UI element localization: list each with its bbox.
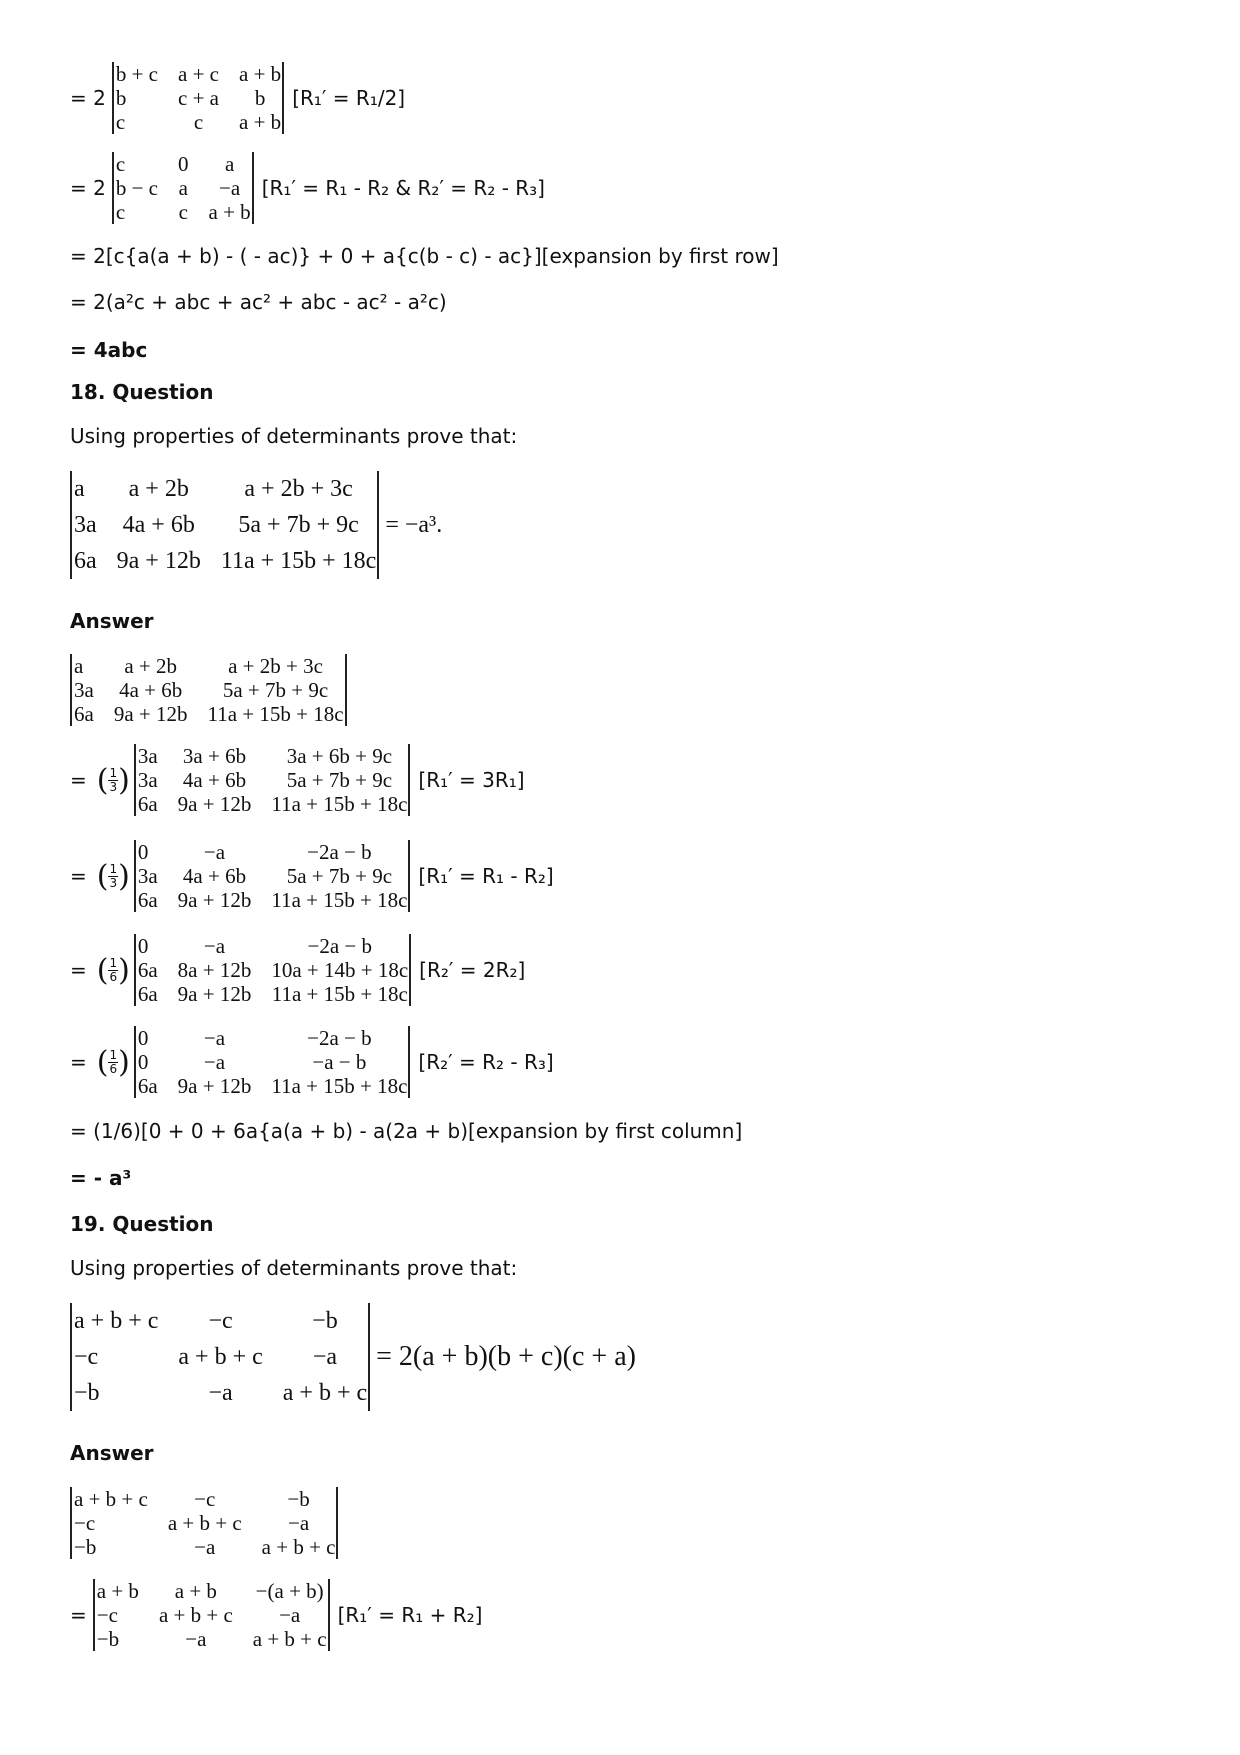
matrix-cell: −(a + b) <box>255 1579 324 1603</box>
matrix-row <box>113 176 253 200</box>
matrix-row <box>71 1511 337 1535</box>
paren-left: ( <box>96 1044 109 1080</box>
content-block <box>70 1579 482 1651</box>
matrix-row <box>113 200 253 224</box>
matrix-cell: 3a <box>137 744 158 768</box>
fraction <box>108 1049 118 1076</box>
fraction-coefficient <box>97 953 130 988</box>
determinant-matrix <box>70 471 379 579</box>
equation-row <box>70 1026 554 1098</box>
content-block <box>70 1026 554 1098</box>
content-block <box>70 934 525 1006</box>
matrix-row <box>135 744 410 768</box>
row-operation-note: [R₁′ = 3R₁] <box>418 768 525 792</box>
matrix-cell: 9a + 12b <box>177 982 252 1006</box>
row-operation-note: [R₁′ = R₁ - R₂] <box>418 864 554 888</box>
matrix-cell: 9a + 12b <box>177 792 252 816</box>
fraction-coefficient <box>97 763 130 798</box>
matrix-cell: −b <box>96 1627 120 1651</box>
matrix-cell: a + 2b <box>124 654 177 678</box>
matrix-cell: a + b <box>174 1579 217 1603</box>
matrix-cell: −b <box>312 1308 338 1334</box>
matrix-cell: c <box>178 200 188 224</box>
matrix-cell: b <box>254 86 266 110</box>
matrix-row <box>94 1579 329 1603</box>
row-operation-note: [R₂′ = 2R₂] <box>419 958 526 982</box>
matrix-cell: 11a + 15b + 18c <box>207 702 344 726</box>
matrix-row <box>113 152 253 176</box>
content-block <box>70 744 525 816</box>
matrix-cell: 5a + 7b + 9c <box>286 768 393 792</box>
matrix-cell: 0 <box>137 934 149 958</box>
matrix-cell: −c <box>74 1511 96 1535</box>
matrix-cell: −a <box>312 1344 338 1370</box>
matrix-cell: 4a + 6b <box>182 864 247 888</box>
matrix-row <box>135 840 410 864</box>
question-heading: 19. Question <box>70 1212 214 1236</box>
equation-prefix: = <box>70 958 87 982</box>
determinant-matrix <box>134 934 411 1006</box>
determinant-matrix <box>93 1579 330 1651</box>
paren-right: ) <box>118 762 130 798</box>
equation-row <box>70 654 347 726</box>
matrix-cell: 4a + 6b <box>182 768 247 792</box>
matrix-row <box>71 1339 369 1375</box>
matrix-cell: b − c <box>115 176 159 200</box>
matrix-row <box>135 768 410 792</box>
matrix-cell: −a <box>287 1511 310 1535</box>
matrix-cell: a <box>178 176 188 200</box>
matrix-row <box>71 1487 337 1511</box>
text-line: = (1/6)[0 + 0 + 6a{a(a + b) - a(2a + b)[expansion by first column] <box>70 1119 743 1143</box>
content-block <box>70 1119 742 1143</box>
matrix-row <box>71 1303 369 1339</box>
matrix-cell: −c <box>194 1487 216 1511</box>
matrix-cell: −c <box>74 1344 99 1370</box>
equation-row <box>70 62 405 134</box>
matrix-cell: −a <box>208 1380 233 1406</box>
text-line: = 2(a²c + abc + ac² + abc - ac² - a²c) <box>70 290 447 314</box>
content-block <box>70 654 347 726</box>
matrix-cell: −a <box>203 1026 226 1050</box>
content-block <box>70 1487 338 1559</box>
matrix-cell: a + b + c <box>261 1535 336 1559</box>
matrix-cell: 4a + 6b <box>119 678 183 702</box>
equation-row <box>70 1303 636 1411</box>
determinant-matrix <box>134 1026 411 1098</box>
matrix-cell: −a <box>194 1535 216 1559</box>
denominator: 3 <box>109 875 118 890</box>
matrix-cell: −2a − b <box>307 934 373 958</box>
content-block <box>70 609 154 633</box>
equation-prefix: = <box>70 768 87 792</box>
matrix-cell: a <box>74 476 85 502</box>
matrix-cell: a + c <box>178 62 220 86</box>
matrix-cell: c <box>115 152 126 176</box>
matrix-row <box>113 86 283 110</box>
text-line: = 2[c{a(a + b) - ( - ac)} + 0 + a{c(b - c) - ac}][expansion by first row] <box>70 244 779 268</box>
determinant-matrix <box>112 152 254 224</box>
matrix-row <box>135 958 410 982</box>
matrix-row <box>71 543 378 579</box>
matrix-row <box>113 110 283 134</box>
matrix-cell: −c <box>208 1308 233 1334</box>
content-block <box>70 840 554 912</box>
row-operation-note: [R₁′ = R₁ - R₂ & R₂′ = R₂ - R₃] <box>261 176 545 200</box>
matrix-cell: 9a + 12b <box>177 1074 252 1098</box>
matrix-row <box>135 864 410 888</box>
equation-row <box>70 934 525 1006</box>
matrix-row <box>71 471 378 507</box>
numerator: 1 <box>109 1047 118 1062</box>
matrix-cell: 8a + 12b <box>177 958 252 982</box>
matrix-cell: 0 <box>178 152 189 176</box>
matrix-row <box>135 1026 410 1050</box>
row-operation-note: [R₁′ = R₁ + R₂] <box>337 1603 483 1627</box>
matrix-cell: 11a + 15b + 18c <box>271 888 408 912</box>
matrix-cell: a + b + c <box>178 1344 263 1370</box>
matrix-cell: 6a <box>137 888 158 912</box>
matrix-cell: 0 <box>137 840 149 864</box>
matrix-cell: 3a + 6b <box>182 744 247 768</box>
row-operation-note: [R₁′ = R₁/2] <box>292 86 406 110</box>
equation-row <box>70 840 554 912</box>
numerator: 1 <box>109 955 118 970</box>
text-line: = 4abc <box>70 338 148 362</box>
content-block <box>70 244 779 268</box>
matrix-cell: b <box>115 86 127 110</box>
equation-prefix: = 2 <box>70 176 106 200</box>
content-block <box>70 1441 154 1465</box>
equation-prefix: = <box>70 1603 87 1627</box>
matrix-cell: a + b + c <box>167 1511 242 1535</box>
text-line: Using properties of determinants prove that: <box>70 1256 518 1280</box>
matrix-cell: a <box>74 654 84 678</box>
equation-prefix: = <box>70 864 87 888</box>
equation-row <box>70 1579 482 1651</box>
matrix-row <box>135 934 410 958</box>
matrix-cell: c + a <box>178 86 220 110</box>
matrix-cell: a + 2b + 3c <box>244 476 353 502</box>
matrix-cell: a + 2b + 3c <box>228 654 323 678</box>
matrix-row <box>135 792 410 816</box>
equation-row <box>70 152 545 224</box>
equation-row <box>70 471 442 579</box>
matrix-cell: −b <box>74 1535 97 1559</box>
matrix-row <box>71 654 346 678</box>
content-block <box>70 471 442 579</box>
matrix-cell: −a <box>203 840 226 864</box>
paren-left: ( <box>96 952 109 988</box>
matrix-cell: −a <box>219 176 241 200</box>
matrix-cell: 11a + 15b + 18c <box>271 792 408 816</box>
matrix-cell: 9a + 12b <box>116 548 201 574</box>
matrix-cell: b + c <box>115 62 159 86</box>
matrix-cell: a <box>224 152 235 176</box>
matrix-cell: a + b <box>96 1579 139 1603</box>
numerator: 1 <box>109 765 118 780</box>
numerator: 1 <box>109 861 118 876</box>
matrix-cell: −b <box>74 1380 100 1406</box>
matrix-row <box>113 62 283 86</box>
matrix-row <box>135 888 410 912</box>
matrix-cell: a + b <box>239 62 282 86</box>
matrix-cell: a + b <box>208 200 251 224</box>
matrix-row <box>135 1050 410 1074</box>
equation-rhs: = 2(a + b)(b + c)(c + a) <box>376 1341 636 1372</box>
matrix-cell: 6a <box>137 982 158 1006</box>
answer-heading: Answer <box>70 609 154 633</box>
content-block <box>70 290 447 314</box>
paren-right: ) <box>118 1044 130 1080</box>
content-block <box>70 1166 131 1190</box>
matrix-cell: −2a − b <box>307 1026 372 1050</box>
content-block <box>70 424 517 448</box>
matrix-row <box>94 1627 329 1651</box>
matrix-cell: 3a <box>74 678 94 702</box>
matrix-cell: 0 <box>137 1026 149 1050</box>
denominator: 3 <box>109 779 118 794</box>
row-operation-note: [R₂′ = R₂ - R₃] <box>418 1050 554 1074</box>
content-block <box>70 380 214 404</box>
matrix-cell: 11a + 15b + 18c <box>271 1074 408 1098</box>
matrix-cell: a + b + c <box>282 1380 368 1406</box>
matrix-cell: a + b <box>239 110 282 134</box>
determinant-matrix <box>70 1303 370 1411</box>
equation-prefix: = 2 <box>70 86 106 110</box>
matrix-cell: 6a <box>74 702 94 726</box>
matrix-cell: 5a + 7b + 9c <box>286 864 393 888</box>
matrix-cell: 0 <box>137 1050 149 1074</box>
matrix-cell: −b <box>287 1487 310 1511</box>
paren-right: ) <box>118 858 130 894</box>
paren-left: ( <box>96 762 109 798</box>
determinant-matrix <box>70 1487 338 1559</box>
fraction <box>108 767 118 794</box>
matrix-row <box>71 678 346 702</box>
matrix-cell: 3a <box>137 768 158 792</box>
content-block <box>70 1303 636 1411</box>
matrix-cell: a + b + c <box>158 1603 233 1627</box>
content-block <box>70 62 405 134</box>
matrix-cell: 3a <box>74 512 97 538</box>
matrix-cell: 11a + 15b + 18c <box>271 982 408 1006</box>
matrix-cell: a + 2b <box>128 476 189 502</box>
matrix-cell: 9a + 12b <box>177 888 252 912</box>
matrix-cell: a + b + c <box>74 1308 159 1334</box>
matrix-cell: c <box>115 200 126 224</box>
fraction <box>108 863 118 890</box>
denominator: 6 <box>109 969 118 984</box>
answer-heading: Answer <box>70 1441 154 1465</box>
matrix-cell: 6a <box>74 548 97 574</box>
content-block <box>70 1256 517 1280</box>
matrix-cell: c <box>115 110 126 134</box>
matrix-cell: 5a + 7b + 9c <box>238 512 359 538</box>
matrix-cell: −c <box>96 1603 118 1627</box>
matrix-row <box>71 1535 337 1559</box>
equation-prefix: = <box>70 1050 87 1074</box>
matrix-cell: 5a + 7b + 9c <box>222 678 329 702</box>
equation-row <box>70 1487 338 1559</box>
matrix-cell: −a <box>203 934 226 958</box>
fraction-coefficient <box>97 859 130 894</box>
matrix-cell: −a − b <box>312 1050 367 1074</box>
matrix-row <box>71 702 346 726</box>
paren-left: ( <box>96 858 109 894</box>
matrix-cell: −2a − b <box>307 840 372 864</box>
matrix-row <box>71 507 378 543</box>
matrix-cell: 3a + 6b + 9c <box>286 744 393 768</box>
matrix-cell: a + b + c <box>74 1487 148 1511</box>
matrix-row <box>135 1074 410 1098</box>
matrix-cell: −a <box>279 1603 301 1627</box>
matrix-cell: 6a <box>137 1074 158 1098</box>
matrix-cell: 4a + 6b <box>122 512 195 538</box>
matrix-row <box>135 982 410 1006</box>
matrix-cell: a + b + c <box>252 1627 327 1651</box>
paren-right: ) <box>118 952 130 988</box>
matrix-cell: 6a <box>137 792 158 816</box>
matrix-cell: 9a + 12b <box>113 702 188 726</box>
determinant-matrix <box>134 744 411 816</box>
matrix-cell: −a <box>185 1627 207 1651</box>
content-block <box>70 338 147 362</box>
content-block <box>70 1212 214 1236</box>
matrix-cell: 3a <box>137 864 158 888</box>
text-line: Using properties of determinants prove that: <box>70 424 518 448</box>
denominator: 6 <box>109 1061 118 1076</box>
matrix-cell: 6a <box>137 958 158 982</box>
equation-row <box>70 744 525 816</box>
text-line: = - a³ <box>70 1166 132 1190</box>
matrix-row <box>94 1603 329 1627</box>
fraction <box>108 957 118 984</box>
matrix-row <box>71 1375 369 1411</box>
content-block <box>70 152 545 224</box>
determinant-matrix <box>70 654 347 726</box>
matrix-cell: 11a + 15b + 18c <box>220 548 377 574</box>
determinant-matrix <box>134 840 411 912</box>
matrix-cell: 10a + 14b + 18c <box>271 958 409 982</box>
matrix-cell: c <box>193 110 204 134</box>
question-heading: 18. Question <box>70 380 214 404</box>
fraction-coefficient <box>97 1045 130 1080</box>
determinant-matrix <box>112 62 284 134</box>
matrix-cell: −a <box>203 1050 226 1074</box>
equation-rhs: = −a³. <box>385 511 443 538</box>
